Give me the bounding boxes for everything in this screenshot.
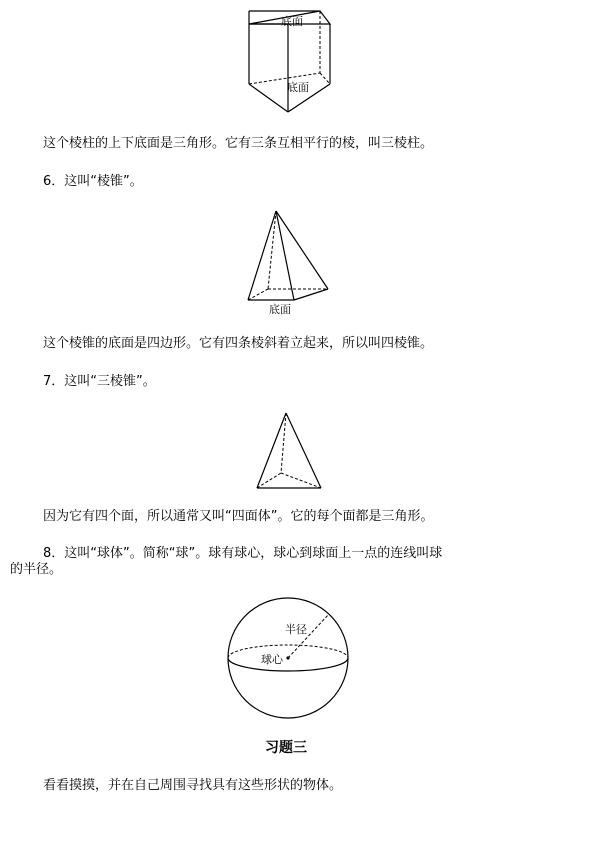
item-8-line-1: 8．这叫“球体”。简称“球”。球有球心，球心到球面上一点的连线叫球 <box>43 546 443 561</box>
sphere-drawing <box>225 600 365 725</box>
triangular-prism-drawing <box>240 8 340 123</box>
sphere-center-label: 球心 <box>261 653 283 666</box>
triangular-prism-figure <box>240 8 340 123</box>
tetrahedron-figure <box>250 408 330 493</box>
item-8-line-2: 的半径。 <box>10 562 63 577</box>
pyramid-base-label: 底面 <box>269 303 291 316</box>
tetrahedron-description: 因为它有四个面，所以通常又叫“四面体”。它的每个面都是三角形。 <box>43 509 434 524</box>
exercise-title: 习题三 <box>265 740 307 756</box>
prism-description: 这个棱柱的上下底面是三角形。它有三条互相平行的棱，叫三棱柱。 <box>43 136 434 151</box>
exercise-text: 看看摸摸，并在自己周围寻找具有这些形状的物体。 <box>43 778 343 793</box>
quadrilateral-pyramid-figure <box>240 205 340 320</box>
quadrilateral-pyramid-drawing <box>240 205 340 320</box>
pyramid-description: 这个棱锥的底面是四边形。它有四条棱斜着立起来，所以叫四棱锥。 <box>43 336 434 351</box>
prism-bottom-base-label: 底面 <box>287 81 309 94</box>
sphere-figure <box>225 600 365 725</box>
item-8-text <box>10 546 580 578</box>
prism-top-base-label: 底面 <box>281 15 303 28</box>
tetrahedron-drawing <box>250 408 330 493</box>
item-7-text: 7．这叫“三棱锥”。 <box>43 374 156 389</box>
sphere-radius-label: 半径 <box>285 623 307 636</box>
item-6-text: 6．这叫“棱锥”。 <box>43 174 143 189</box>
